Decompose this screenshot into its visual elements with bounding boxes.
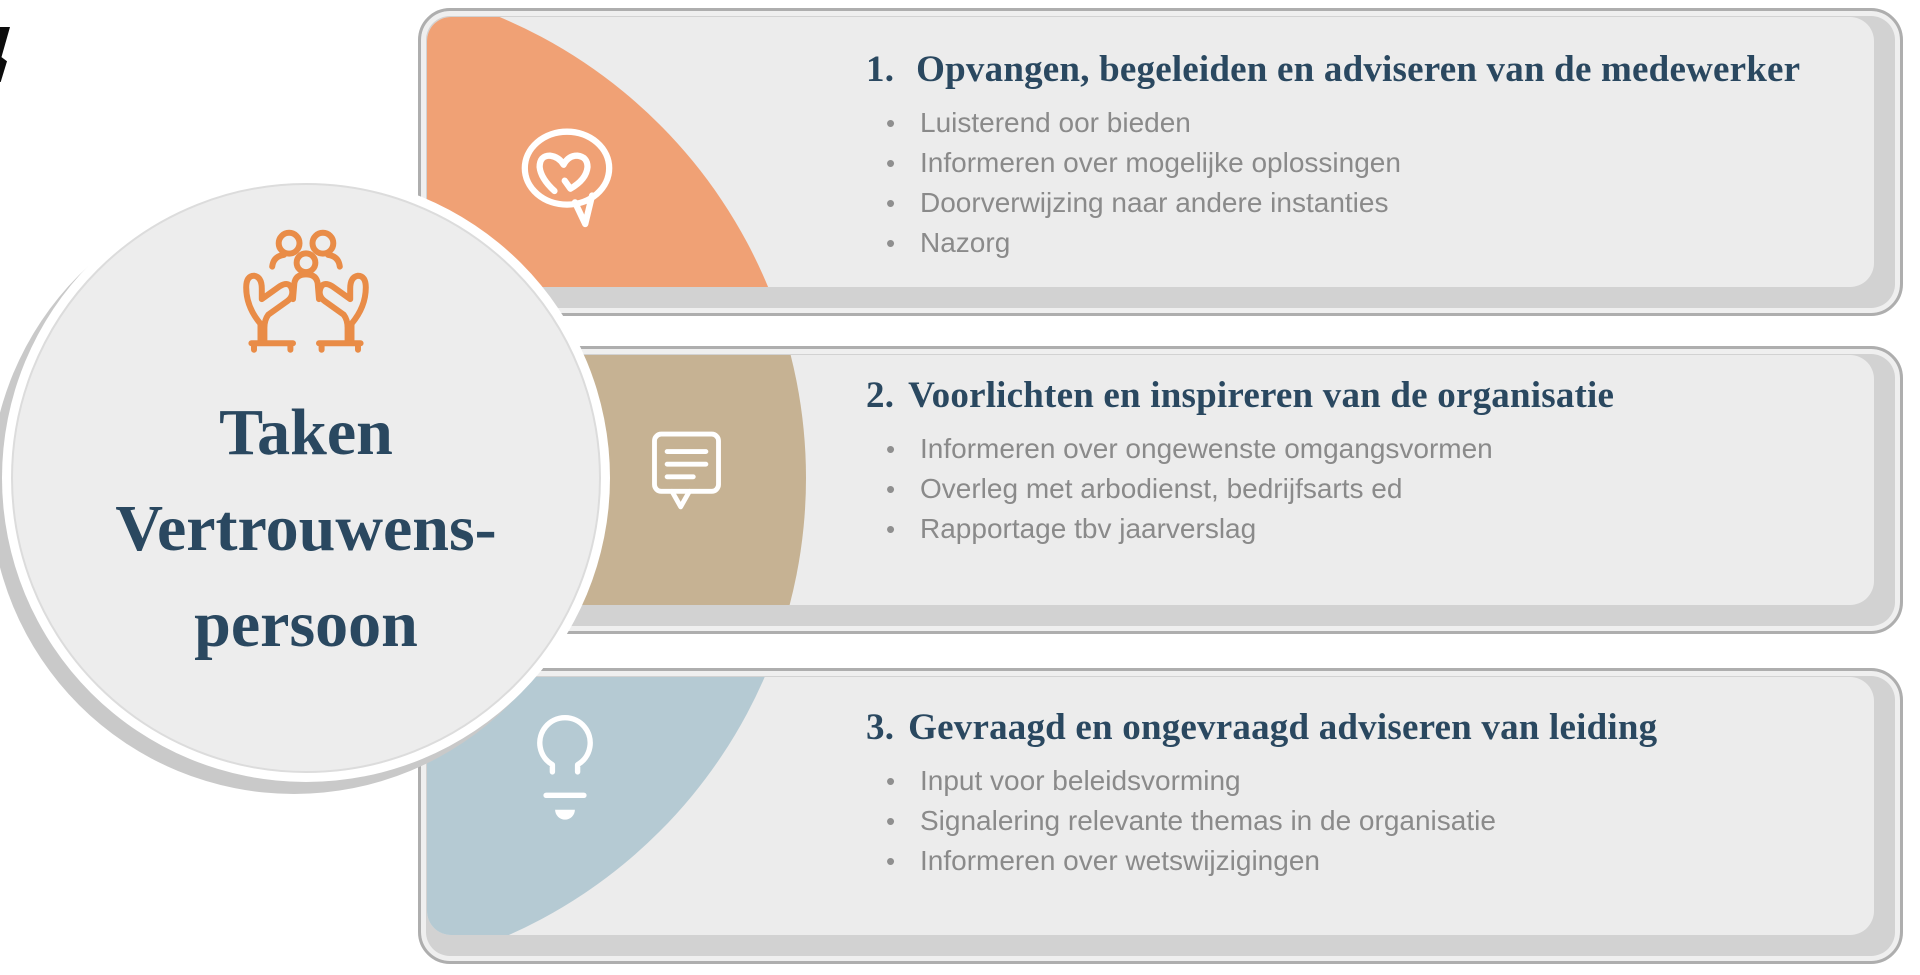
heart-speech-bubble-icon [508,118,626,232]
card-heading-text: Opvangen, begeleiden en adviseren van de medewerker [916,49,1801,90]
bullet-item: • Input voor beleidsvorming [886,761,1854,801]
card-heading-text: Gevraagd en ongevraagd adviseren van leiding [908,707,1658,748]
card-heading [866,47,1854,93]
card-heading-text: Voorlichten en inspireren van de organisatie [908,375,1615,416]
card-number: 3. [866,707,895,748]
task-card-2-panel [427,355,1874,605]
card-heading [866,705,1854,751]
bullet-item: • Informeren over mogelijke oplossingen [886,143,1854,183]
task-card-1-panel [427,17,1874,287]
task-card-2 [418,346,1903,634]
chat-message-icon [638,420,735,520]
task-card-1 [418,8,1903,316]
bullet-list [886,429,1854,549]
lightbulb-icon [520,712,610,848]
edge-artifact [0,27,10,57]
bullet-item: • Rapportage tbv jaarverslag [886,509,1854,549]
edge-artifact [0,466,8,510]
bullet-item: • Nazorg [886,223,1854,263]
card-number: 1. [866,49,895,90]
accent-arc-blue [427,677,806,935]
card-heading [866,373,1854,419]
edge-artifact [0,56,7,82]
bullet-item: • Luisterend oor bieden [886,103,1854,143]
bullet-item: • Signalering relevante themas in de organisatie [886,801,1854,841]
bullet-item: • Overleg met arbodienst, bedrijfsarts ed [886,469,1854,509]
title-line: Taken [219,396,393,469]
bullet-item: • Informeren over wetswijzigingen [886,841,1854,881]
diagram-title [115,385,496,673]
hands-holding-family-icon [239,225,373,355]
task-card-2-text [866,355,1854,549]
task-card-3 [418,668,1903,964]
title-circle [11,183,601,773]
title-line: Vertrouwens- [115,492,497,565]
title-line: persoon [194,588,418,661]
bullet-list [886,761,1854,881]
bullet-item: • Informeren over ongewenste omgangsvormen [886,429,1854,469]
bullet-list [886,103,1854,263]
card-number: 2. [866,375,895,416]
task-card-1-text [866,17,1854,263]
bullet-item: • Doorverwijzing naar andere instanties [886,183,1854,223]
task-card-3-panel [427,677,1874,935]
task-card-3-text [866,677,1854,881]
